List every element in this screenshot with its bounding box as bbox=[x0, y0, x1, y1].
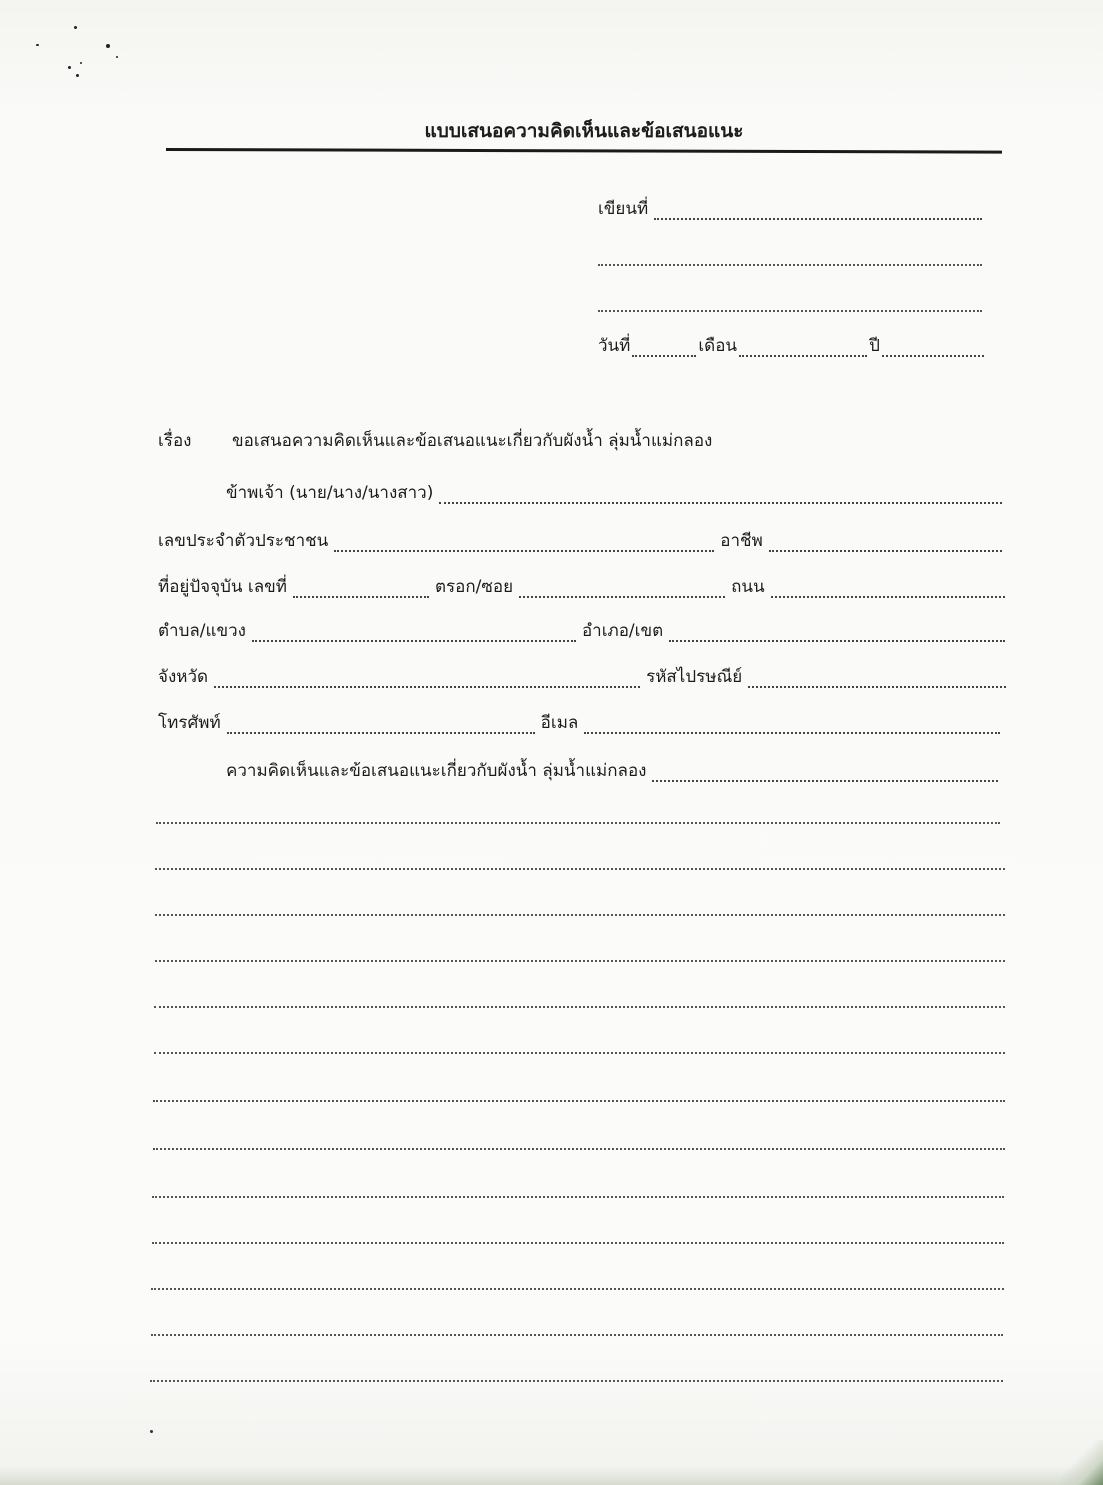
phone-field[interactable] bbox=[227, 710, 535, 734]
month-field[interactable] bbox=[739, 333, 867, 357]
opinion-line[interactable] bbox=[150, 1380, 1003, 1382]
district-field[interactable] bbox=[669, 618, 1005, 642]
subdistrict-district-row bbox=[158, 618, 1005, 644]
id-occupation-row bbox=[158, 528, 1002, 554]
subject-label: เรื่อง bbox=[158, 431, 192, 451]
subject-row bbox=[158, 428, 858, 454]
paper-edge-shadow bbox=[0, 1466, 1103, 1485]
email-field[interactable] bbox=[584, 710, 1000, 734]
occupation-label: อาชีพ bbox=[720, 531, 763, 551]
opinion-line[interactable] bbox=[152, 1242, 1004, 1244]
date-row bbox=[598, 333, 984, 359]
scan-speck bbox=[80, 62, 82, 64]
address-line-2-field[interactable] bbox=[598, 310, 982, 312]
opinion-line[interactable] bbox=[155, 914, 1005, 916]
opinion-line[interactable] bbox=[153, 1100, 1005, 1102]
opinion-line[interactable] bbox=[151, 1334, 1003, 1336]
postcode-field[interactable] bbox=[748, 664, 1006, 688]
title-underline bbox=[166, 148, 1002, 154]
written-at-label: เขียนที่ bbox=[598, 199, 649, 219]
month-label: เดือน bbox=[698, 336, 738, 356]
opinion-line[interactable] bbox=[152, 1196, 1004, 1198]
scan-speck bbox=[74, 26, 77, 29]
date-label: วันที่ bbox=[598, 336, 631, 356]
paper-corner-shadow bbox=[1060, 1440, 1103, 1485]
address-label: ที่อยู่ปัจจุบัน เลขที่ bbox=[158, 577, 287, 597]
province-postcode-row bbox=[158, 664, 1006, 690]
name-row bbox=[226, 480, 1002, 506]
address-row bbox=[158, 574, 1005, 600]
name-label: ข้าพเจ้า (นาย/นาง/นางสาว) bbox=[226, 483, 434, 503]
opinion-line[interactable] bbox=[155, 868, 1005, 870]
phone-email-row bbox=[158, 710, 1000, 736]
opinion-row bbox=[226, 758, 998, 784]
email-label: อีเมล bbox=[540, 713, 579, 733]
opinion-line[interactable] bbox=[154, 1006, 1005, 1008]
house-number-field[interactable] bbox=[293, 574, 429, 598]
opinion-line[interactable] bbox=[154, 1052, 1005, 1054]
day-field[interactable] bbox=[632, 333, 696, 357]
form-title: แบบเสนอความคิดเห็นและข้อเสนอแนะ bbox=[424, 120, 744, 142]
scan-speck bbox=[36, 44, 39, 46]
phone-label: โทรศัพท์ bbox=[158, 713, 221, 733]
written-at-field[interactable] bbox=[654, 196, 982, 220]
road-label: ถนน bbox=[731, 577, 765, 597]
opinion-label: ความคิดเห็นและข้อเสนอแนะเกี่ยวกับผังน้ำ ลุ่มน้ำแม่กลอง bbox=[226, 761, 647, 781]
occupation-field[interactable] bbox=[769, 528, 1002, 552]
scan-speck bbox=[68, 66, 71, 69]
id-field[interactable] bbox=[334, 528, 714, 552]
subdistrict-field[interactable] bbox=[252, 618, 576, 642]
alley-label: ตรอก/ซอย bbox=[434, 577, 514, 597]
written-at-row bbox=[598, 196, 982, 222]
alley-field[interactable] bbox=[519, 574, 725, 598]
scan-speck bbox=[150, 1430, 153, 1433]
name-field[interactable] bbox=[439, 480, 1002, 504]
province-field[interactable] bbox=[214, 664, 640, 688]
year-field[interactable] bbox=[882, 333, 984, 357]
opinion-line[interactable] bbox=[153, 1148, 1005, 1150]
address-line-1-field[interactable] bbox=[598, 264, 982, 266]
opinion-line[interactable] bbox=[156, 822, 1000, 824]
postcode-label: รหัสไปรษณีย์ bbox=[646, 667, 743, 687]
scan-speck bbox=[76, 74, 79, 77]
id-label: เลขประจำตัวประชาชน bbox=[158, 531, 329, 551]
scan-speck bbox=[106, 44, 110, 48]
road-field[interactable] bbox=[771, 574, 1005, 598]
province-label: จังหวัด bbox=[158, 667, 209, 687]
opinion-line[interactable] bbox=[155, 960, 1005, 962]
subject-text: ขอเสนอความคิดเห็นและข้อเสนอแนะเกี่ยวกับผังน้ำ ลุ่มน้ำแม่กลอง bbox=[232, 431, 713, 451]
subdistrict-label: ตำบล/แขวง bbox=[158, 621, 246, 641]
district-label: อำเภอ/เขต bbox=[581, 621, 664, 641]
opinion-field[interactable] bbox=[652, 758, 998, 782]
year-label: ปี bbox=[869, 336, 880, 356]
opinion-line[interactable] bbox=[151, 1288, 1004, 1290]
scan-speck bbox=[116, 56, 118, 58]
